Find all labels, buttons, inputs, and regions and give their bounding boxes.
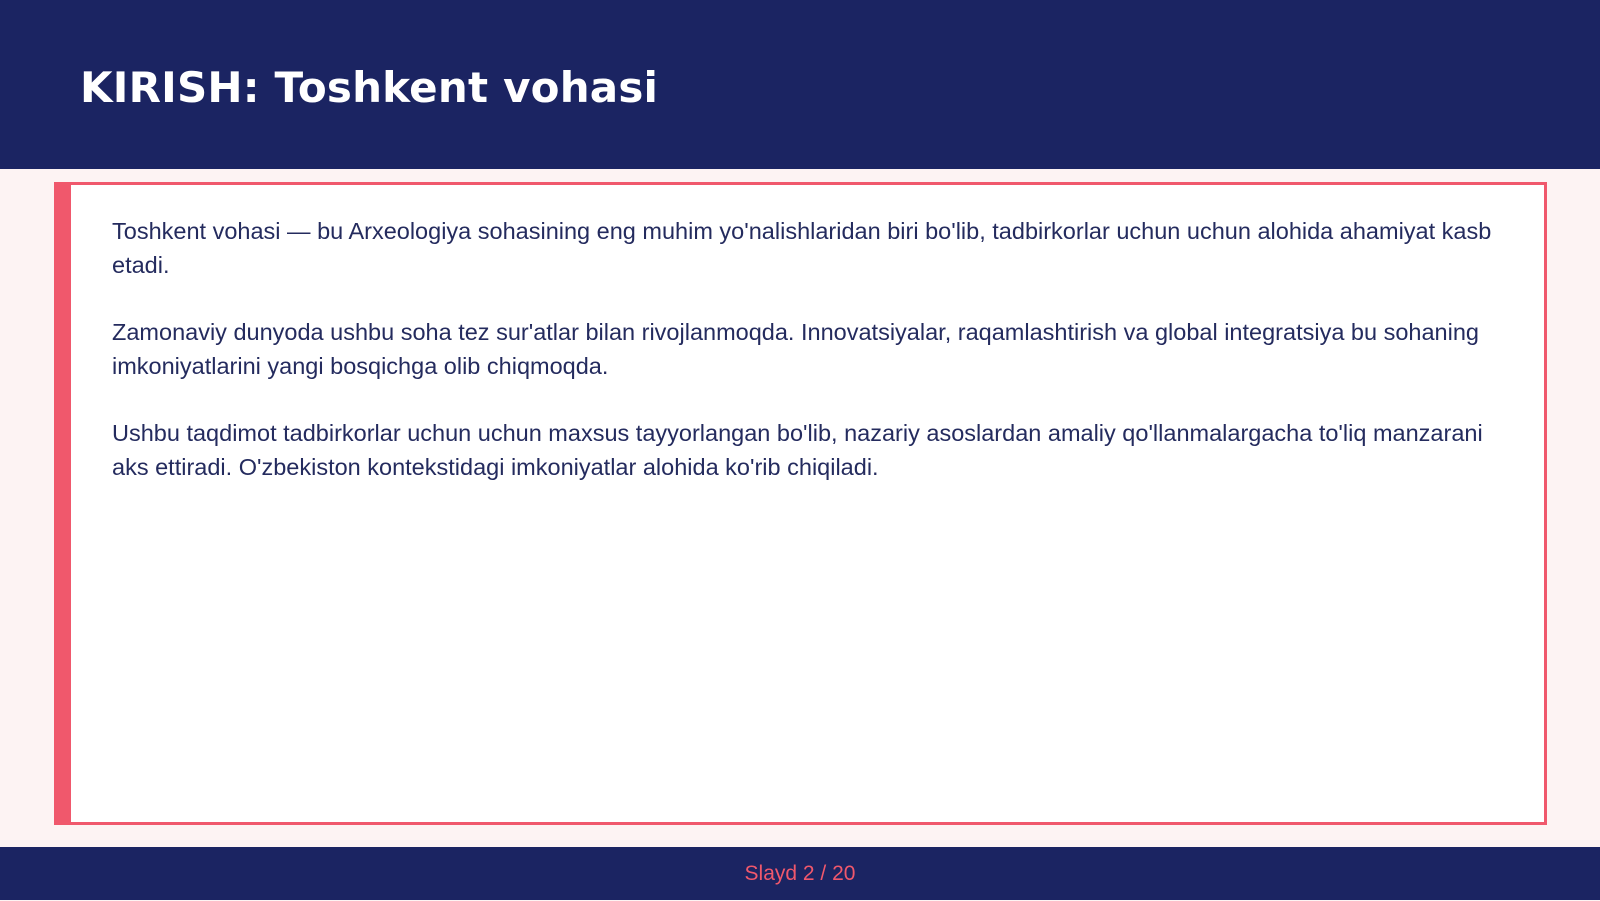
- text-block: [112, 214, 1502, 517]
- content-card: [54, 182, 1547, 825]
- slide-counter: Slayd 2 / 20: [744, 862, 856, 885]
- slide-footer: [0, 847, 1600, 900]
- slide-header: [0, 0, 1600, 169]
- paragraph-presentation-purpose: Ushbu taqdimot tadbirkorlar uchun uchun maxsus tayyorlangan bo'lib, nazariy asoslardan amaliy qo'llanmalargacha to'liq manzarani aks ettiradi. O'zbekiston kontekstidagi imkoniyatlar alohida ko'rib chiqiladi.: [112, 420, 1483, 480]
- paragraph-modern-world: Zamonaviy dunyoda ushbu soha tez sur'atlar bilan rivojlanmoqda. Innovatsiyalar, raqamlashtirish va global integratsiya bu sohaning imkoniyatlarini yangi bosqichga olib chiqmoqda.: [112, 319, 1479, 379]
- paragraph-intro: Toshkent vohasi — bu Arxeologiya sohasining eng muhim yo'nalishlaridan biri bo'lib, tadbirkorlar uchun uchun alohida ahamiyat kasb etadi.: [112, 218, 1492, 278]
- slide-title: KIRISH: Toshkent vohasi: [80, 63, 659, 112]
